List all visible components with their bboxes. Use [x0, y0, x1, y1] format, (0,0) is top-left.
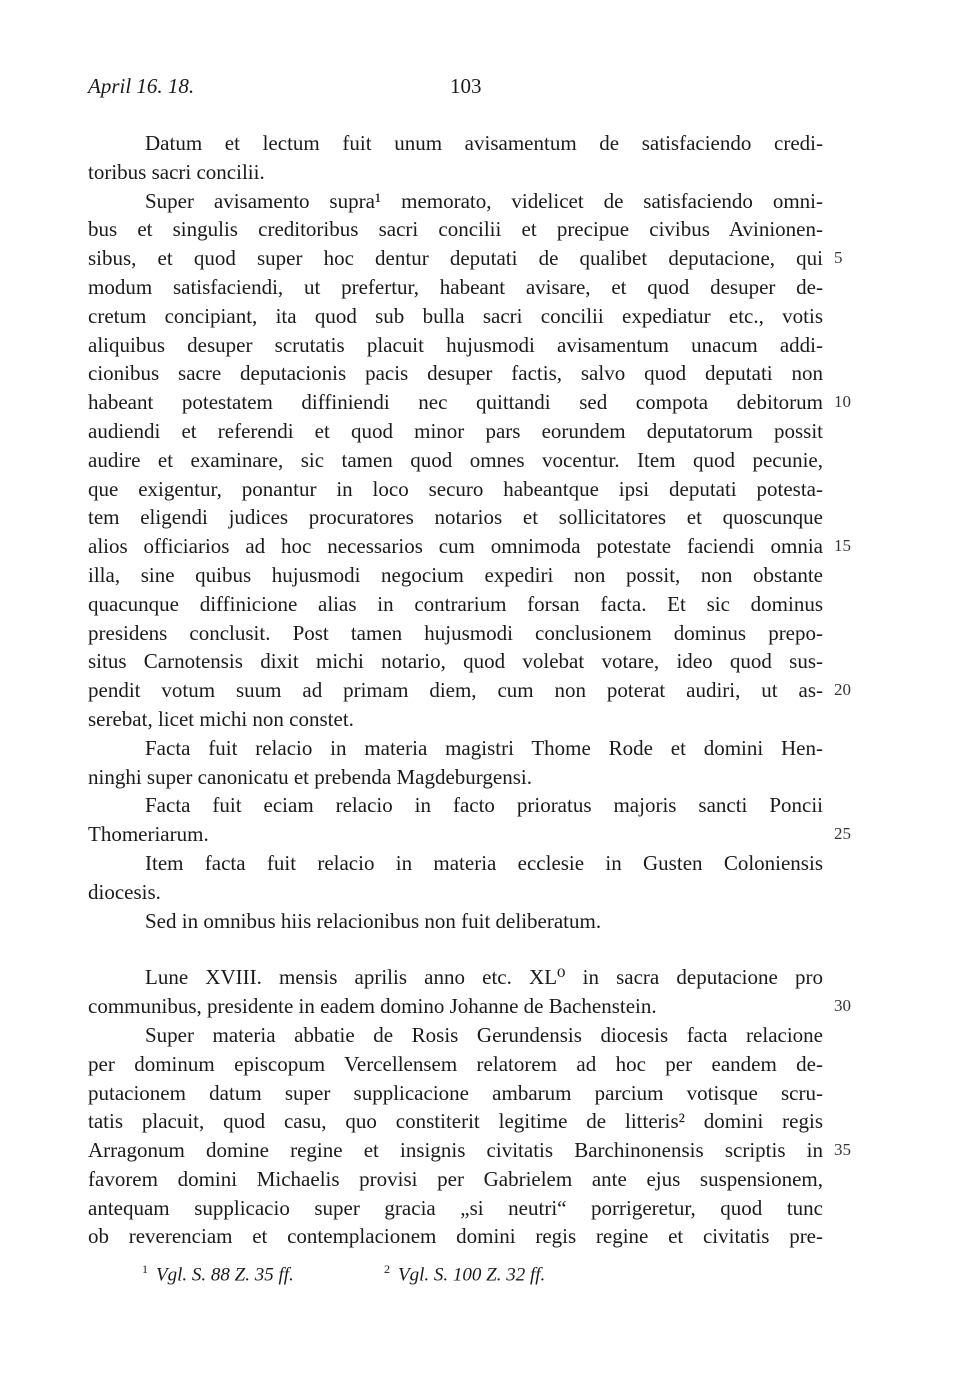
footnote-mark: 2 — [384, 1262, 390, 1276]
text-line — [88, 590, 823, 619]
line-text: audiendi et referendi et quod minor pars eorundem deputatorum possit — [88, 418, 823, 443]
footnote-1 — [142, 1262, 294, 1286]
text-line — [88, 1165, 823, 1194]
line-text: toribus sacri concilii. — [88, 159, 265, 184]
text-line — [88, 849, 823, 878]
line-text: Lune XVIII. mensis aprilis anno etc. XL⁰ in sacra deputacione pro — [145, 965, 823, 990]
line-text: Sed in omnibus hiis relacionibus non fuit deliberatum. — [145, 908, 602, 933]
line-text: tem eligendi judices procuratores notarios et sollicitatores et quoscunque — [88, 505, 823, 530]
text-line — [88, 417, 823, 446]
line-number: 15 — [834, 536, 851, 556]
line-text: ob reverenciam et contemplacionem domini regis regine et civitatis pre- — [88, 1224, 823, 1249]
text-line — [88, 878, 823, 907]
line-number: 10 — [834, 392, 851, 412]
footnote-mark: 1 — [142, 1262, 148, 1276]
line-text: cionibus sacre deputacionis pacis desuper factis, salvo quod deputati non — [88, 361, 823, 386]
line-text: aliquibus desuper scrutatis placuit hujusmodi avisamentum unacum addi- — [88, 332, 823, 357]
line-text: Datum et lectum fuit unum avisamentum de satisfaciendo credi- — [145, 131, 823, 155]
section-gap — [88, 935, 823, 963]
page-number: 103 — [450, 74, 482, 98]
footnotes — [142, 1262, 842, 1292]
footnote-2 — [384, 1262, 545, 1286]
line-number: 25 — [834, 824, 851, 844]
line-text: situs Carnotensis dixit michi notario, quod volebat votare, ideo quod sus- — [88, 649, 823, 674]
text-line — [88, 302, 823, 331]
line-text: sibus, et quod super hoc dentur deputati de qualibet deputacione, qui — [88, 246, 823, 271]
text-line — [88, 158, 823, 187]
line-text: Arragonum domine regine et insignis civitatis Barchinonensis scriptis in — [88, 1138, 823, 1163]
text-line — [88, 1079, 823, 1108]
line-text: tatis placuit, quod casu, quo constiterit legitime de litteris² domini regis — [88, 1109, 823, 1134]
line-number: 20 — [834, 680, 851, 700]
line-text: favorem domini Michaelis provisi per Gabrielem ante ejus suspensionem, — [88, 1166, 823, 1191]
document-body — [88, 129, 851, 1251]
text-line — [88, 1107, 823, 1136]
line-text: bus et singulis creditoribus sacri concilii et precipue civibus Avinionen- — [88, 217, 823, 242]
text-line — [88, 647, 823, 676]
text-line — [88, 1050, 823, 1079]
line-text: alios officiarios ad hoc necessarios cum omnimoda potestate faciendi omnia — [88, 534, 823, 559]
text-line — [88, 1136, 851, 1165]
text-line — [88, 619, 823, 648]
line-text: modum satisfaciendi, ut prefertur, habeant avisare, et quod desuper de- — [88, 274, 823, 299]
text-line — [88, 676, 851, 705]
line-text: quacunque diffinicione alias in contrarium forsan facta. Et sic dominus — [88, 591, 823, 616]
line-text: per dominum episcopum Vercellensem relatorem ad hoc per eandem de- — [88, 1051, 823, 1076]
text-line — [88, 331, 823, 360]
text-line — [88, 388, 851, 417]
line-text: serebat, licet michi non constet. — [88, 706, 354, 731]
text-line — [88, 503, 823, 532]
text-line — [88, 187, 823, 216]
text-line — [88, 273, 823, 302]
footnote-text: Vgl. S. 100 Z. 32 ff. — [398, 1264, 546, 1286]
line-text: Facta fuit relacio in materia magistri Thome Rode et domini Hen- — [145, 735, 823, 760]
text-line — [88, 963, 823, 992]
footnote-text: Vgl. S. 88 Z. 35 ff. — [156, 1264, 294, 1286]
line-text: Super materia abbatie de Rosis Gerundensis diocesis facta relacione — [145, 1022, 823, 1047]
text-line — [88, 1194, 823, 1223]
text-line — [88, 1222, 823, 1251]
line-text: Facta fuit eciam relacio in facto prioratus majoris sancti Poncii — [145, 793, 823, 818]
text-line — [88, 907, 823, 936]
text-line — [88, 791, 823, 820]
line-text: diocesis. — [88, 879, 161, 904]
text-line — [88, 705, 823, 734]
text-line — [88, 992, 851, 1021]
line-text: presidens conclusit. Post tamen hujusmodi conclusionem dominus prepo- — [88, 620, 823, 645]
line-text: communibus, presidente in eadem domino Johanne de Bachenstein. — [88, 994, 657, 1019]
line-text: habeant potestatem diffiniendi nec quittandi sed compota debitorum — [88, 390, 823, 415]
text-line — [88, 446, 823, 475]
text-line — [88, 244, 843, 273]
line-text: putacionem datum super supplicacione ambarum parcium votisque scru- — [88, 1080, 823, 1105]
line-text: cretum concipiant, ita quod sub bulla sacri concilii expediatur etc., votis — [88, 303, 823, 328]
text-line — [88, 1021, 823, 1050]
text-line — [88, 359, 823, 388]
line-text: illa, sine quibus hujusmodi negocium expediri non possit, non obstante — [88, 562, 823, 587]
line-text: pendit votum suum ad primam diem, cum non poterat audiri, ut as- — [88, 678, 823, 703]
text-line — [88, 561, 823, 590]
line-text: Thomeriarum. — [88, 822, 209, 847]
text-line — [88, 532, 851, 561]
text-line — [88, 820, 851, 849]
line-number: 30 — [834, 996, 851, 1016]
text-line — [88, 475, 823, 504]
text-line — [88, 215, 823, 244]
text-line — [88, 734, 823, 763]
line-text: audire et examinare, sic tamen quod omnes vocentur. Item quod pecunie, — [88, 447, 823, 472]
line-text: antequam supplicacio super gracia „si neutri“ porrigeretur, quod tunc — [88, 1195, 823, 1220]
text-line — [88, 129, 823, 158]
page-header — [88, 74, 823, 104]
running-title: April 16. 18. — [88, 74, 195, 98]
line-text: Super avisamento supra¹ memorato, videlicet de satisfaciendo omni- — [145, 188, 823, 213]
line-number: 35 — [834, 1140, 851, 1160]
line-text: que exigentur, ponantur in loco securo habeantque ipsi deputati potesta- — [88, 476, 823, 501]
text-line — [88, 763, 823, 792]
line-number: 5 — [834, 248, 843, 268]
line-text: ninghi super canonicatu et prebenda Magdeburgensi. — [88, 764, 532, 789]
line-text: Item facta fuit relacio in materia ecclesie in Gusten Coloniensis — [145, 850, 823, 875]
